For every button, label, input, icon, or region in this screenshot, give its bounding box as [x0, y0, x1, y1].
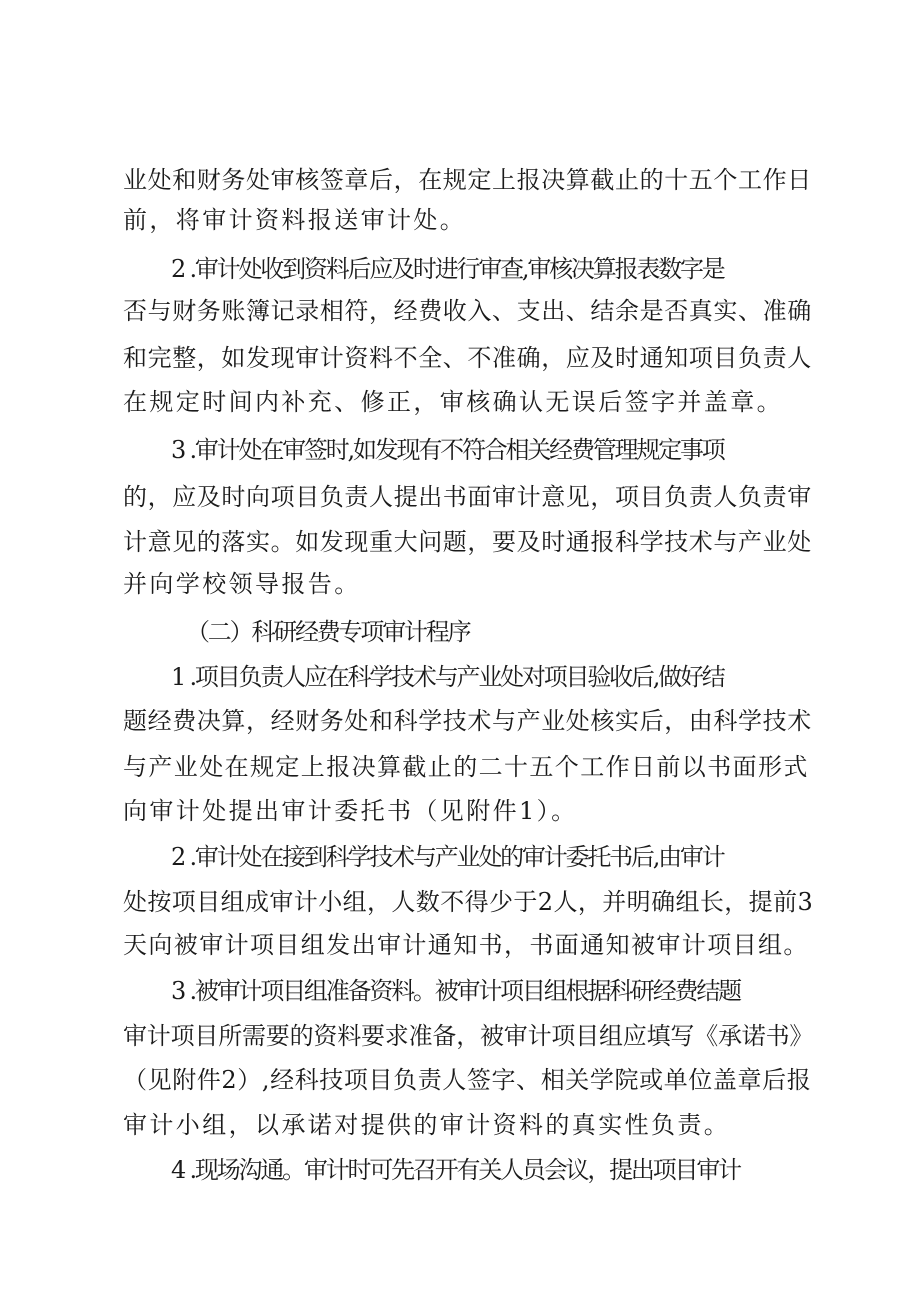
text-line: 在规定时间内补充、修正，审核确认无误后签字并盖章。 [123, 388, 783, 416]
section-heading: （二）科研经费专项审计程序 [186, 618, 470, 646]
text-line: 并向学校领导报告。 [123, 570, 361, 598]
text-line: 天向被审计项目组发出审计通知书，书面通知被审计项目组。 [123, 931, 809, 959]
text-line: 否与财务账簿记录相符，经费收入、支出、结余是否真实、准确 [123, 297, 812, 325]
text-line: （见附件2）,经科技项目负责人签字、相关学院或单位盖章后报 [123, 1066, 812, 1094]
text-line: 与产业处在规定上报决算截止的二十五个工作日前以书面形式 [123, 753, 809, 781]
text-line: 计意见的落实。如发现重大问题，要及时通报科学技术与产业处 [123, 528, 812, 556]
paragraph-start-line: 1 .项目负责人应在科学技术与产业处对项目验收后,做好结 [171, 663, 724, 691]
text-line: 向审计处提出审计委托书（见附件1）。 [123, 797, 578, 825]
text-line: 和完整，如发现审计资料不全、不准确，应及时通知项目负责人 [123, 344, 812, 372]
text-line: 题经费决算，经财务处和科学技术与产业处核实后，由科学技术 [123, 707, 812, 735]
paragraph-start-line: 4 .现场沟通。审计时可先召开有关人员会议，提出项目审计 [171, 1156, 740, 1184]
text-line: 前，将审计资料报送审计处。 [123, 206, 467, 234]
paragraph-start-line: 3 .被审计项目组准备资料。被审计项目组根据科研经费结题 [171, 977, 740, 1005]
text-line: 处按项目组成审计小组，人数不得少于2人，并明确组长，提前3 [123, 888, 814, 916]
paragraph-start-line: 2 .审计处在接到科学技术与产业处的审计委托书后,由审计 [171, 843, 724, 871]
paragraph-start-line: 2 .审计处收到资料后应及时进行审查,审核决算报表数字是 [171, 255, 724, 283]
text-line: 审计项目所需要的资料要求准备，被审计项目组应填写《承诺书》 [123, 1022, 814, 1050]
paragraph-start-line: 3 .审计处在审签时,如发现有不符合相关经费管理规定事项 [171, 436, 724, 464]
text-line: 审计小组，以承诺对提供的审计资料的真实性负责。 [123, 1111, 731, 1139]
text-line: 的，应及时向项目负责人提出书面审计意见，项目负责人负责审 [123, 483, 812, 511]
text-line: 业处和财务处审核签章后，在规定上报决算截止的十五个工作日 [123, 166, 812, 194]
